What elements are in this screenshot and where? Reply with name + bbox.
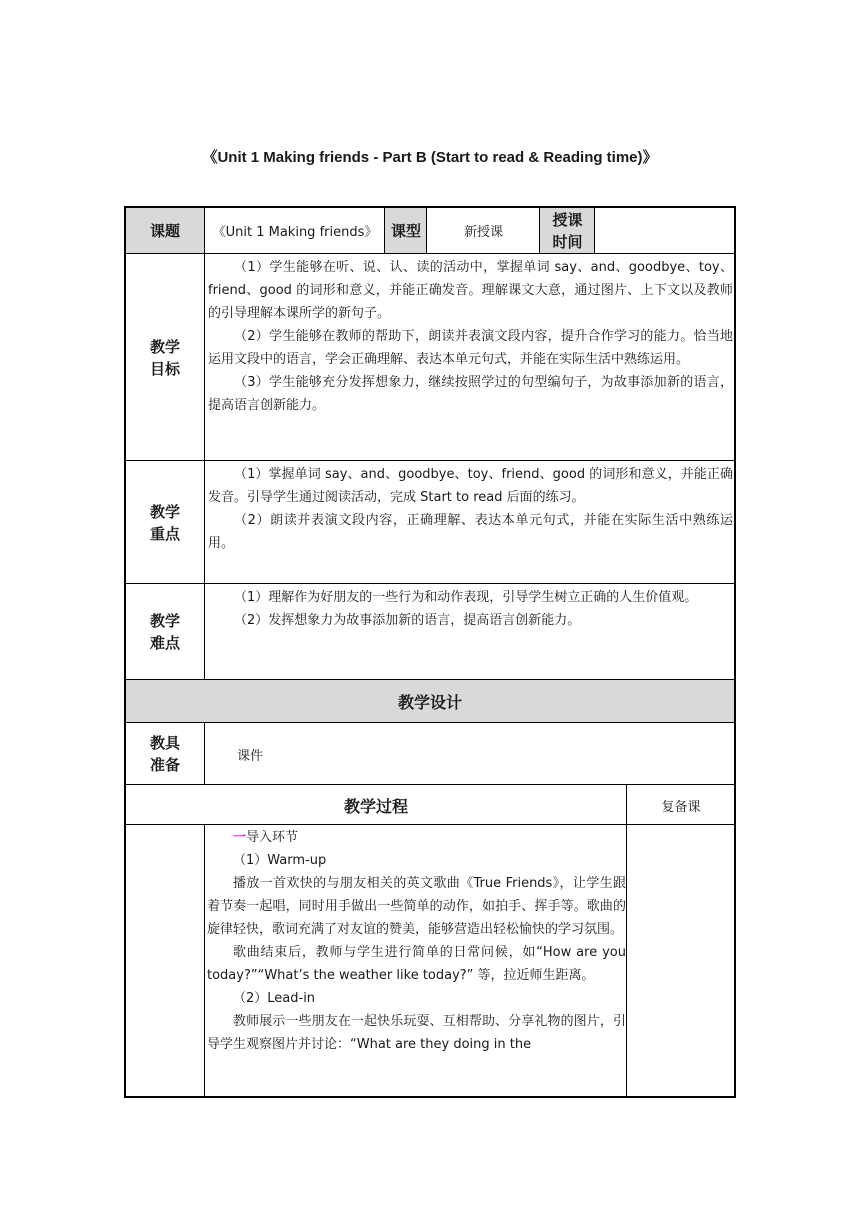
key-points-content (205, 461, 735, 584)
process-paragraph: 教师展示一些朋友在一起快乐玩耍、互相帮助、分享礼物的图片，引导学生观察图片并讨论：“What are they doing in the (207, 1014, 626, 1052)
document-title: 《Unit 1 Making friends - Part B (Start to read & Reading time)》 (202, 149, 658, 166)
table-border (124, 679, 736, 680)
difficulty-paragraph: （2）发挥想象力为故事添加新的语言，提高语言创新能力。 (234, 613, 581, 628)
section-title: 导入环节 (246, 830, 299, 845)
objectives-label: 教学目标 (149, 337, 180, 378)
difficulties-content (205, 584, 735, 680)
type-label: 课型 (390, 221, 421, 240)
table-border (594, 206, 595, 254)
type-value-cell (427, 207, 540, 254)
topic-label-cell (125, 207, 205, 254)
objective-paragraph: （2）学生能够在教师的帮助下，朗读并表演文段内容，提升合作学习的能力。恰当地运用文段中的语言，学会正确理解、表达本单元句式，并能在实际生活中熟练运用。 (208, 329, 733, 367)
process-paragraph: （1）Warm-up (233, 853, 327, 868)
review-header (627, 785, 735, 825)
table-border (124, 206, 126, 1097)
process-header-label: 教学过程 (343, 796, 408, 816)
process-header (125, 785, 627, 825)
table-border (204, 206, 205, 680)
objective-paragraph: （1）学生能够在听、说、认、读的活动中，掌握单词 say、and、goodbye、toy、friend、good 的词形和意义，并能正确发音。理解课文大意，通过图片、上下文以及教师的引导理解本课所学的新句子。 (208, 260, 733, 321)
materials-value: 课件 (237, 748, 264, 764)
table-border (124, 784, 736, 785)
table-border (124, 824, 736, 825)
section-heading (207, 826, 626, 849)
design-header (125, 680, 735, 723)
table-border (426, 206, 427, 254)
table-border (204, 722, 205, 785)
key-point-paragraph: （2）朗读并表演文段内容，正确理解、表达本单元句式，并能在实际生活中熟练运用。 (208, 513, 733, 551)
time-label: 授课时间 (552, 210, 583, 251)
process-paragraph: （2）Lead-in (233, 991, 316, 1006)
table-border (626, 784, 627, 1097)
objective-paragraph: （3）学生能够充分发挥想象力，继续按照学过的句型编句子，为故事添加新的语言，提高语言创新能力。 (208, 375, 733, 413)
table-border (204, 824, 205, 1097)
design-header-label: 教学设计 (397, 693, 462, 712)
type-label-cell (385, 207, 427, 254)
topic-label: 课题 (149, 221, 180, 240)
time-value-cell (595, 207, 735, 254)
objectives-content (205, 254, 735, 461)
process-paragraph: 播放一首欢快的与朋友相关的英文歌曲《True Friends》，让学生跟着节奏一起唱，同时用手做出一些简单的动作，如拍手、挥手等。歌曲的旋律轻快，歌词充满了对友谊的赞美，能够营造出轻松愉快的学习氛围。 (207, 876, 626, 937)
process-paragraph: 歌曲结束后，教师与学生进行简单的日常问候，如“How are you today?”“What’s the weather like today?” 等，拉近师生距离。 (207, 945, 626, 983)
key-point-paragraph: （1）掌握单词 say、and、goodbye、toy、friend、good 的词形和意义，并能正确发音。引导学生通过阅读活动，完成 Start to read 后面的练习。 (208, 467, 733, 505)
objectives-label-cell (125, 254, 205, 461)
materials-value-cell (205, 723, 735, 785)
table-border (124, 1096, 736, 1098)
key-points-label: 教学重点 (149, 502, 180, 543)
time-label-cell (540, 207, 595, 254)
table-border (539, 206, 540, 254)
table-border (124, 206, 736, 208)
table-border (734, 206, 736, 1097)
review-header-label: 复备课 (661, 799, 701, 815)
difficulties-label: 教学难点 (149, 612, 180, 652)
materials-label: 教具准备 (149, 734, 180, 774)
section-marker: 一 (233, 830, 247, 845)
table-border (124, 460, 736, 461)
table-border (124, 253, 736, 254)
key-points-label-cell (125, 461, 205, 584)
table-border (384, 206, 385, 254)
topic-value: 《Unit 1 Making friends》 (212, 225, 378, 240)
type-value: 新授课 (463, 225, 503, 240)
difficulties-label-cell (125, 584, 205, 680)
process-content (205, 825, 627, 1097)
table-border (124, 722, 736, 723)
difficulty-paragraph: （1）理解作为好朋友的一些行为和动作表现，引导学生树立正确的人生价值观。 (234, 590, 698, 605)
materials-label-cell (125, 723, 205, 785)
topic-value-cell (205, 207, 385, 254)
table-border (124, 583, 736, 584)
